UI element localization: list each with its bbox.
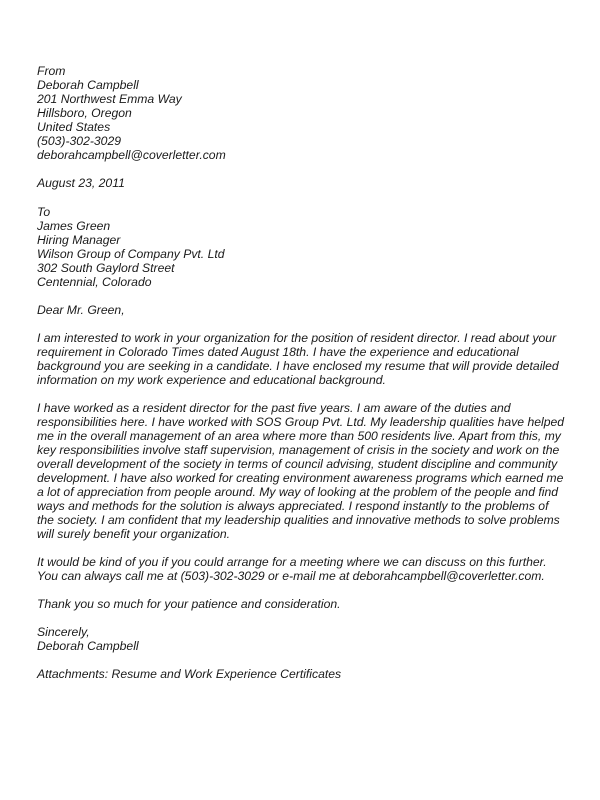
paragraph-line: information on my work experience and educational background.	[37, 373, 386, 387]
paragraph-line: development. I have also worked for creating environment awareness programs which earned me	[37, 471, 564, 485]
recipient-address-block	[37, 205, 567, 289]
sender-address-block	[37, 64, 567, 162]
paragraph-line: Thank you so much for your patience and consideration.	[37, 597, 341, 611]
paragraph-intro	[37, 331, 567, 387]
paragraph-line: a lot of appreciation from people around. My way of looking at the problem of the people and find	[37, 485, 559, 499]
letter-date	[37, 176, 567, 190]
recipient-company: Wilson Group of Company Pvt. Ltd	[37, 247, 225, 261]
paragraph-line: ways and methods for the solution is always appreciated. I respond instantly to the problems of	[37, 499, 549, 513]
sender-name: Deborah Campbell	[37, 78, 139, 92]
paragraph-line: will surely benefit your organization.	[37, 527, 231, 541]
sender-phone: (503)-302-3029	[37, 134, 122, 148]
paragraph-line: responsibilities here. I have worked with SOS Group Pvt. Ltd. My leadership qualities have helped	[37, 415, 565, 429]
salutation	[37, 303, 567, 317]
paragraph-line: It would be kind of you if you could arrange for a meeting where we can discuss on this further.	[37, 555, 547, 569]
paragraph-line: You can always call me at (503)-302-3029 or e-mail me at deborahcampbell@coverletter.com.	[37, 569, 545, 583]
paragraph-experience	[37, 401, 567, 541]
paragraph-meeting-request	[37, 555, 567, 583]
attachments-note	[37, 667, 567, 681]
sender-city: Hillsboro, Oregon	[37, 106, 132, 120]
paragraph-line: requirement in Colorado Times dated August 18th. I have the experience and educational	[37, 345, 519, 359]
recipient-title: Hiring Manager	[37, 233, 121, 247]
sender-country: United States	[37, 120, 111, 134]
date-text: August 23, 2011	[37, 176, 125, 190]
paragraph-line: me in the overall management of an area where more than 500 residents live. Apart from this, my	[37, 429, 561, 443]
valediction: Sincerely,	[37, 625, 90, 639]
attachments-text: Attachments: Resume and Work Experience Certificates	[37, 667, 342, 681]
paragraph-line: key responsibilities involve staff supervision, management of crisis in the society and work on the	[37, 443, 560, 457]
paragraph-line: I have worked as a resident director for the past five years. I am aware of the duties and	[37, 401, 511, 415]
sender-email: deborahcampbell@coverletter.com	[37, 148, 226, 162]
paragraph-line: the society. I am confident that my leadership qualities and innovative methods to solve problems	[37, 513, 560, 527]
sender-label: From	[37, 64, 66, 78]
paragraph-line: overall development of the society in terms of council advising, student discipline and community	[37, 457, 558, 471]
recipient-name: James Green	[37, 219, 111, 233]
recipient-city: Centennial, Colorado	[37, 275, 152, 289]
signature-name: Deborah Campbell	[37, 639, 139, 653]
paragraph-line: background you are seeking in a candidate. I have enclosed my resume that will provide detailed	[37, 359, 559, 373]
sender-street: 201 Northwest Emma Way	[37, 92, 182, 106]
closing-block	[37, 625, 567, 653]
recipient-street: 302 South Gaylord Street	[37, 261, 175, 275]
paragraph-line: I am interested to work in your organization for the position of resident director. I read about your	[37, 331, 557, 345]
recipient-label: To	[37, 205, 51, 219]
paragraph-thanks	[37, 597, 567, 611]
cover-letter	[37, 64, 567, 681]
salutation-text: Dear Mr. Green,	[37, 303, 125, 317]
